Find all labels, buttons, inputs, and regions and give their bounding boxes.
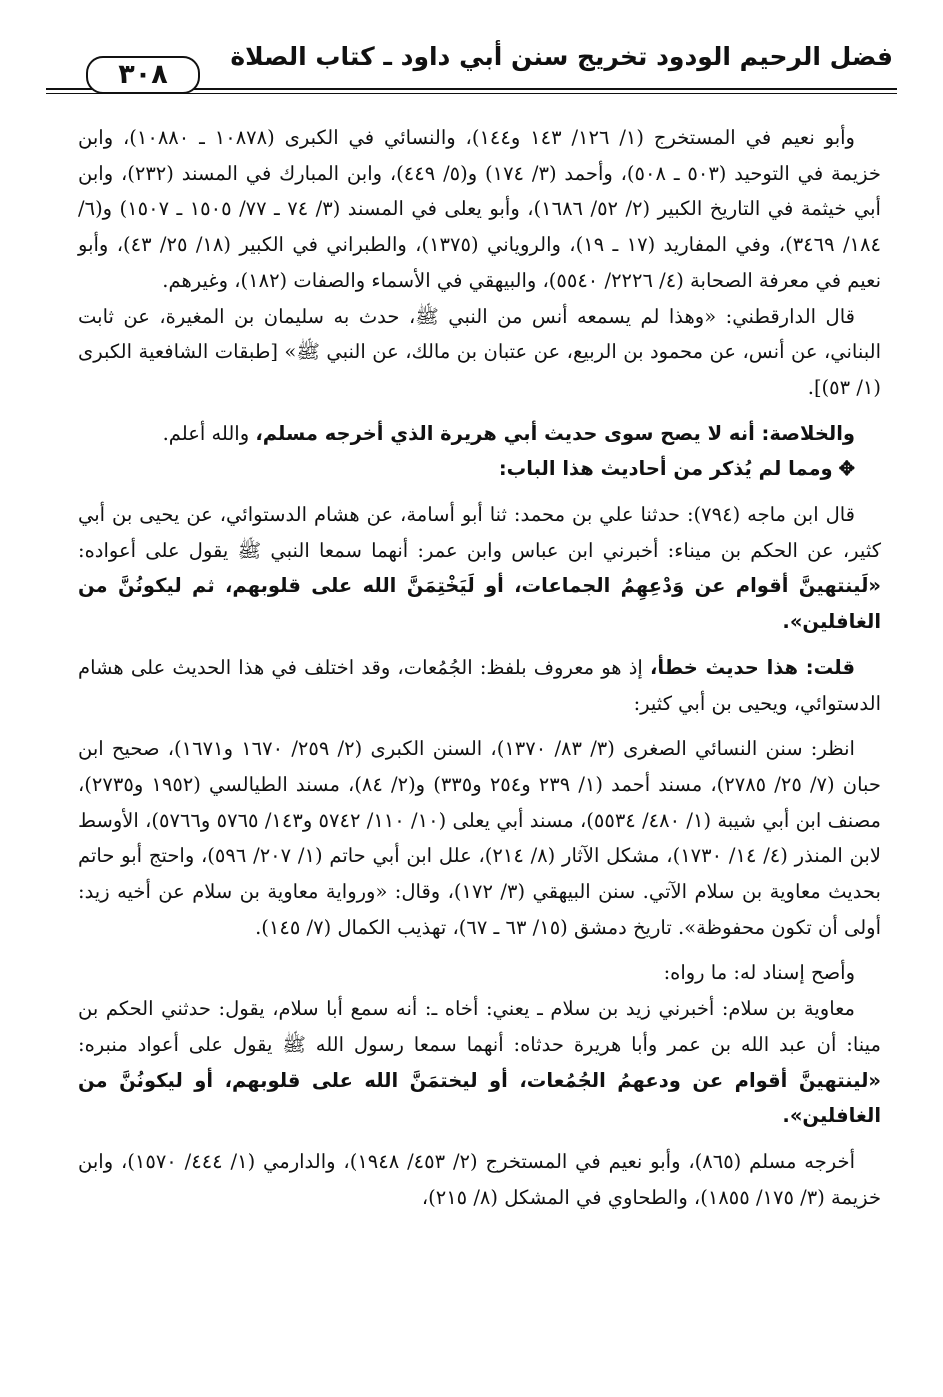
ibn-majah-chain: قال ابن ماجه (٧٩٤): حدثنا علي بن محمد: ثنا أبو أسامة، عن هشام الدستوائي، عن يحيى بن أبي كثير، عن الحكم بن ميناء: أخبرني ابن عباس وابن عمر: أنهما سمعا النبي ﷺ يقول على أعواده:: [78, 503, 881, 562]
flower-icon: ✥: [838, 457, 855, 481]
paragraph-ibn-majah: [78, 497, 881, 640]
conclusion-bold: والخلاصة: أنه لا يصح سوى حديث أبي هريرة الذي أخرجه مسلم،: [255, 421, 855, 445]
muawiya-chain: معاوية بن سلام: أخبرني زيد بن سلام ـ يعني: أخاه ـ: أنه سمع أبا سلام، يقول: حدثني الحكم بن مينا: أن عبد الله بن عمر وأبا هريرة حدثاه: أنهما سمعا رسول الله ﷺ يقول على أعواد منبره:: [78, 997, 881, 1056]
page-body: [78, 120, 881, 1215]
paragraph-verdict: [78, 650, 881, 721]
paragraph-conclusion: [78, 416, 881, 452]
muawiya-hadith-text: «لينتهينَّ أقوام عن ودعهمُ الجُمُعات، أو ليختمَنَّ الله على قلوبهم، أو ليكونُنَّ من الغافلين».: [78, 1068, 881, 1128]
section-heading-text: ومما لم يُذكر من أحاديث هذا الباب:: [498, 457, 833, 481]
verdict-bold: قلت: هذا حديث خطأ،: [650, 655, 855, 679]
verdict-rest: إذ هو معروف بلفظ: الجُمُعات، وقد اختلف في هذا الحديث على هشام الدستوائي، ويحيى بن أبي كثير:: [78, 655, 881, 715]
paragraph-references: انظر: سنن النسائي الصغرى (٣/ ٨٣/ ١٣٧٠)، السنن الكبرى (٢/ ٢٥٩/ ١٦٧٠ و١٦٧١)، صحيح ابن حبان (٧/ ٢٥/ ٢٧٨٥)، مسند أحمد (١/ ٢٣٩ و٢٥٤ و٣٣٥) و(٢/ ٨٤)، مسند الطيالسي (١٩٥٢ و٢٧٣٥)، مصنف ابن أبي شيبة (١/ ٤٨٠/ ٥٥٣٤)، مسند أبي يعلى (١٠/ ١١٠/ ٥٧٤٢ و١٤٣/ ٥٧٦٥ و٥٧٦٦)، الأوسط لابن المنذر (٤/ ١٤/ ١٧٣٠)، مشكل الآثار (٨/ ٢١٤)، علل ابن أبي حاتم (١/ ٢٠٧/ ٥٩٦)، واحتج أبو حاتم بحديث معاوية بن سلام الآتي. سنن البيهقي (٣/ ١٧٢)، وقال: «ورواية معاوية بن سلام عن أخيه زيد: أولى أن تكون محفوظة». تاريخ دمشق (١٥/ ٦٣ ـ ٦٧)، تهذيب الكمال (٧/ ١٤٥).: [78, 737, 881, 939]
ibn-majah-hadith-text: «لَينتهينَّ أقوام عن وَدْعِهِمُ الجماعات، أو لَيَخْتِمَنَّ الله على قلوبهم، ثم ليكونُنَّ من الغافلين».: [78, 574, 881, 634]
section-heading: [78, 451, 881, 487]
paragraph-sources-2: أخرجه مسلم (٨٦٥)، وأبو نعيم في المستخرج (٢/ ٤٥٣/ ١٩٤٨)، والدارمي (١/ ٤٤٤/ ١٥٧٠)، وابن خزيمة (٣/ ١٧٥/ ١٨٥٥)، والطحاوي في المشكل (٨/ ٢١٥)،: [78, 1149, 881, 1209]
paragraph-sources-1: وأبو نعيم في المستخرج (١/ ١٢٦/ ١٤٣ و١٤٤)، والنسائي في الكبرى (١٠٨٧٨ ـ ١٠٨٨٠)، وابن خزيمة في التوحيد (٥٠٣ ـ ٥٠٨)، وأحمد (٣/ ١٧٤) و(٥/ ٤٤٩)، وابن المبارك في المسند (٢٣٢)، وابن أبي خيثمة في التاريخ الكبير (٢/ ٥٢/ ١٦٨٦)، وأبو يعلى في المسند (٣/ ٧٤ ـ ٧٧/ ١٥٠٥ ـ ١٥٠٧) و(٦/ ١٨٤/ ٣٤٦٩)، وفي المفاريد (١٧ ـ ١٩)، والروياني (١٣٧٥)، والطبراني في الكبير (١٨/ ٢٥/ ٤٣)، وأبو نعيم في معرفة الصحابة (٤/ ٢٢٢٦/ ٥٥٤٠)، والبيهقي في الأسماء والصفات (١٨٢)، وغيرهم.: [78, 126, 881, 292]
running-title: فضل الرحيم الودود تخريج سنن أبي داود ـ كتاب الصلاة: [230, 42, 893, 71]
conclusion-rest: والله أعلم.: [162, 421, 250, 445]
page-number: ٣٠٨: [86, 56, 200, 94]
paragraph-muawiya: [78, 991, 881, 1134]
paragraph-best-chain: وأصح إسناد له: ما رواه:: [663, 961, 855, 985]
page-header: [46, 40, 897, 102]
paragraph-daraqutni: قال الدارقطني: «وهذا لم يسمعه أنس من النبي ﷺ، حدث به سليمان بن المغيرة، عن ثابت البناني، عن أنس، عن محمود بن الربيع، عن عتبان بن مالك، عن النبي ﷺ» [طبقات الشافعية الكبرى (١/ ٥٣)].: [78, 304, 881, 399]
